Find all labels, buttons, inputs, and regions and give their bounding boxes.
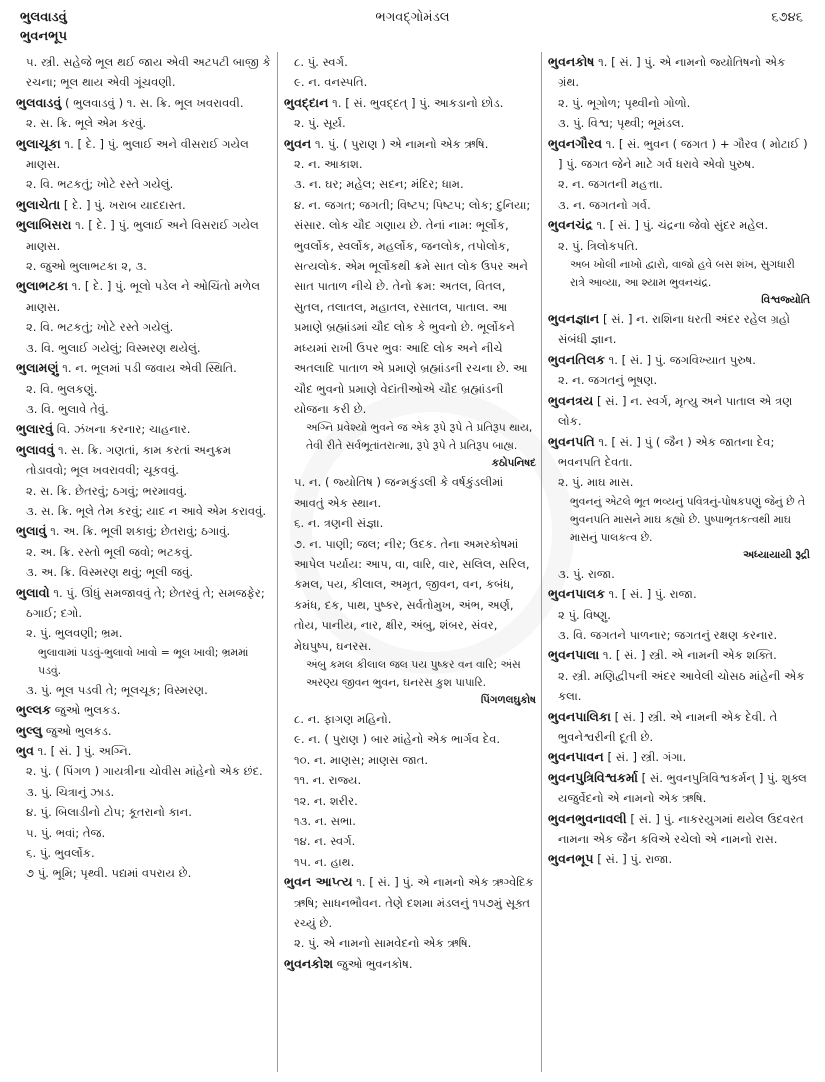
sense-line [16, 680, 272, 700]
sense-line [548, 236, 810, 256]
sense-line [16, 481, 272, 501]
dictionary-entry [548, 849, 810, 869]
definition-text: ૧. [ સં. ] પું. રાજા. [604, 587, 697, 602]
definition-text: ૧. [ સં. ] પું. અગ્નિ. [33, 744, 132, 758]
definition-text: ૧. [ સં. ] પું. જગવિખ્યાત પુરુષ. [604, 352, 756, 367]
sense-line [284, 513, 536, 533]
sense-line [16, 379, 272, 399]
headword: ભુવનકોશ [284, 955, 334, 971]
definition-text: ૧. [ સં. ] પું. એ નામનો જ્યોતિષનો એક ગ્રંથ. [558, 55, 786, 90]
column-divider [277, 52, 278, 1072]
definition-text: વિ. ઝંખના કરનાર; ચાહનાર. [53, 422, 191, 437]
dictionary-entry [548, 645, 810, 665]
headword: ભુલાબિસરા [16, 217, 72, 233]
definition-text: ભુલાવામાં પડવું-ભુલાવો ખાવો = ભૂલ ખાવી; ભ્રમમાં પડવું. [38, 645, 249, 677]
dictionary-entry [16, 583, 272, 624]
dictionary-entry [548, 52, 810, 93]
sense-line [16, 52, 272, 93]
citation-source [284, 692, 536, 709]
sense-line [16, 761, 272, 781]
sense-line [284, 791, 536, 811]
definition-text: ૧. [ સં. ભુવદ્દત્ ] પું. આકડાનો છોડ. [328, 95, 504, 110]
definition-text: [ સં. ] ન. રાશિના ધરતી અંદર રહેલ ગ્રહો સંબંધી જ્ઞાન. [558, 312, 791, 347]
sense-line [284, 52, 536, 72]
definition-text: ૧. [ સં. ] સ્ત્રી. એ નામની એક શક્તિ. [599, 648, 777, 663]
definition-text: ૨. સ્ત્રી. મણિદ્વીપની અંદર આવેલી ચોસઠ માંહેની એક કલા. [558, 668, 805, 704]
definition-text: ૩. પું. ચિત્રાનું ઝાડ. [26, 784, 115, 799]
definition-text: ૨. ન. આકાશ. [294, 157, 363, 172]
definition-text: ૫. પું. ભવાં; તેજ. [26, 825, 106, 840]
dictionary-entry [548, 707, 810, 748]
citation-source [548, 547, 810, 564]
citation-source [284, 455, 536, 472]
definition-text: ૩. વિ. ભુલાવે તેવું. [26, 401, 109, 416]
dictionary-entry [548, 309, 810, 350]
dictionary-entry [16, 741, 272, 761]
definition-text: કઠોપનિષદ [491, 457, 536, 470]
sense-line [284, 729, 536, 749]
sense-line [284, 72, 536, 92]
definition-text: ૩. અ. ક્રિ. વિસ્મરણ થવું; ભૂલી જવું. [26, 565, 194, 580]
headword: ભુવનપાલા [548, 647, 600, 663]
dictionary-entry [548, 215, 810, 235]
sense-line [548, 605, 810, 625]
sense-line [284, 709, 536, 729]
sense-line [284, 770, 536, 790]
dictionary-entry [548, 768, 810, 809]
dictionary-entry [16, 419, 272, 439]
sense-line [284, 750, 536, 770]
definition-text: ૧. [ સં. ] પું. ચંદ્રના જેવો સુંદર મહેલ. [592, 218, 769, 233]
sense-line [548, 195, 810, 215]
definition-text: ૧. પું. ( પુરાણ ) એ નામનો એક ઋષિ. [311, 136, 489, 151]
definition-text: ૯. ન. ( પુરાણ ) બાર માંહેનો એક ભાર્ગવ દેવ. [294, 732, 501, 747]
definition-text: ૩. વિ. જગતને પાળનાર; જગતનું રક્ષણ કરનાર. [558, 627, 778, 642]
citation-quote [284, 656, 536, 692]
definition-text: અબ ખોલી નાખો દ્વારો, વાજો હવે બસ શંખ, સુગધારી રાત્રે આવ્યા, આ શ્યામ ભુવનચંદ્ર. [570, 258, 795, 290]
definition-text: ૧. [ દે. ] પું. ભૂલો પડેલ ને ઓચિંતો મળેલ માણસ. [26, 279, 261, 314]
sense-line [284, 534, 536, 656]
sense-line [16, 562, 272, 582]
definition-text: જુઓ ભુલકડ. [51, 703, 121, 718]
sense-line [16, 174, 272, 194]
dictionary-entry [284, 954, 536, 974]
headword: ભુલારવું [16, 421, 54, 437]
citation-quote [548, 256, 810, 292]
definition-text: [ સં. ] ન. સ્વર્ગ, મૃત્યુ અને પાતાલ એ ત્રણ લોક. [558, 393, 793, 429]
definition-text: ૨. ન. જગતનું ભૂષણ. [558, 373, 658, 388]
headword: ભુવદ્દાન [284, 94, 329, 110]
dictionary-entry [16, 215, 272, 256]
column-2 [284, 52, 536, 974]
headword: ભુવન આપ્ત્ય [284, 874, 353, 890]
sense-line [16, 501, 272, 521]
definition-text: [ સં. ભુવનપુત્રિવિશ્વકર્મન્ ] પું. શુક્લ યજુર્વેદનો એ નામનો એક ઋષિ. [558, 770, 807, 806]
dictionary-entry [284, 93, 536, 113]
dictionary-entry [16, 358, 272, 378]
headword: ભુવનતિલક [548, 351, 605, 367]
headword: ભુલાચૂકા [16, 135, 61, 151]
book-title: ભગવદ્ગોમંડલ [375, 10, 450, 25]
definition-text: ૩. પું. વિશ્વ; પૃથ્વી; ભૂમંડલ. [558, 116, 685, 131]
dictionary-entry [548, 747, 810, 767]
definition-text: ૩. પું. ભૂલ પડવી તે; ભૂલચૂક; વિસ્મરણ. [26, 682, 208, 697]
definition-text: ૧૪. ન. સ્વર્ગ. [294, 834, 356, 849]
headword: ભુલ્લુ [16, 722, 43, 738]
dictionary-entry [16, 440, 272, 481]
definition-text: ૯. ન. વનસ્પતિ. [294, 75, 368, 90]
definition-text: ૧. [ દે. ] પું. ભુલાઈ અને વીસરાઈ ગયેલ માણસ. [26, 136, 249, 172]
definition-text: ૨. ન. જગતની મહત્તા. [558, 177, 663, 192]
sense-line [16, 542, 272, 562]
definition-text: જુઓ ભુવનકોષ. [333, 956, 413, 971]
dictionary-entry [16, 134, 272, 175]
dictionary-entry [16, 700, 272, 720]
sense-line [284, 831, 536, 851]
sense-line [16, 843, 272, 863]
definition-text: ૧. સ. ક્રિ. ગણતાં, કામ કરતાં અનુક્રમ તોડાવવો; ભૂલ ખવરાવવી; ચૂકવવું. [26, 442, 232, 478]
definition-text: ૧. અ. ક્રિ. ભૂલી શકાવું; છેતરાવું; ઠગાવું. [46, 524, 231, 539]
sense-line [284, 852, 536, 872]
sense-line [284, 195, 536, 419]
definition-text: ૬. પું. ભુવર્લોક. [26, 846, 95, 861]
sense-line [16, 863, 272, 883]
column-divider [541, 52, 542, 1072]
definition-text: ૨. પું. એ નામનો સામવેદનો એક ઋષિ. [294, 936, 472, 951]
dictionary-entry [548, 432, 810, 473]
definition-text: અગ્નિ પ્રવેશ્યો ભુવને જ એક રૂપે રૂપે તે પ્રતિરૂપ થાય, તેવી રીતે સર્વભૂતાંતરાત્મા, રૂપે રૂપે તે પ્રતિરૂપ બાહ્ય. [306, 421, 533, 453]
guide-word-first: ભુલવાડવું [20, 10, 67, 25]
sense-line [548, 564, 810, 584]
definition-text: ૨. વિ. ભુલકણું. [26, 381, 98, 396]
definition-text: ૩. પું. રાજા. [558, 566, 615, 581]
sense-line [284, 113, 536, 133]
sense-line [16, 113, 272, 133]
sense-line [16, 802, 272, 822]
sense-line [284, 174, 536, 194]
dictionary-entry [284, 872, 536, 933]
headword: ભુવનકોષ [548, 54, 595, 69]
definition-text: પિંગળલઘુકોષ [480, 693, 536, 706]
citation-quote [548, 493, 810, 547]
headword: ભુવન [284, 135, 312, 151]
definition-text: [ સં. ] પું. નાકરયુગમાં થયેલ ઉદવરત નામના એક જૈન કવિએ રચેલો એ નામનો રાસ. [558, 811, 804, 846]
headword: ભુવ [16, 743, 34, 758]
dictionary-entry [548, 809, 810, 850]
definition-text: ૫. સ્ત્રી. સહેજે ભૂલ થઈ જાય એવી અટપટી બાજી કે રચના; ભૂલ થાય એવી ગૂંચવણી. [26, 55, 271, 90]
headword: ભુલામણું [16, 360, 59, 376]
dictionary-entry [548, 134, 810, 175]
headword: ભુવનપુત્રિવિશ્વકર્મા [548, 769, 638, 785]
definition-text: ૬. ન. ત્રણની સંજ્ઞા. [294, 516, 384, 531]
sense-line [16, 623, 272, 643]
definition-text: ૮. પું. સ્વર્ગ. [294, 55, 348, 69]
headword: ભુલાચેતા [16, 196, 61, 212]
definition-text: ૧. [ સં. ] પું ( જૈન ) એક જાતના દેવ; ભવનપતિ દેવતા. [558, 434, 775, 469]
dictionary-entry [548, 350, 810, 370]
headword: ભુવનપતિ [548, 433, 595, 449]
definition-text: ૭ પું. ભૂમિ; પૃથ્વી. પદ્યમાં વપરાય છે. [26, 866, 192, 881]
definition-text: ૩. સ. ક્રિ. ભૂલે તેમ કરવું; યાદ ન આવે એમ કરાવવું. [26, 503, 267, 518]
definition-text: ૪. પું. બિલાડીનો ટોપ; કૂતરાનો કાન. [26, 805, 192, 820]
headword: ભુલાવો [16, 584, 50, 600]
sense-line [16, 823, 272, 843]
definition-text: [ સં. ] સ્ત્રી. ગંગા. [603, 750, 687, 765]
definition-text: ૩. વિ. ભુલાઈ ગયેલું; વિસ્મરણ થયેલું. [26, 340, 201, 355]
dictionary-entry [16, 721, 272, 741]
dictionary-entry [16, 521, 272, 541]
definition-text: ૧. [ સં. ] પું. એ નામનો એક ઋગ્વેદિક ઋષિ; સાધનભૌવન. તેણે દશમા મંડલનું ૧૫૭મું સૂક્ત રચ્યું છે. [294, 875, 534, 931]
headword: ભુવનજ્ઞાન [548, 311, 600, 327]
dictionary-entry [16, 276, 272, 317]
headword: ભુલવાડવું [16, 94, 62, 110]
headword: ભુવનભૂપ [548, 851, 594, 867]
definition-text: ૩. ન. ઘર; મહેલ; સદન; મંદિર; ધામ. [294, 177, 464, 192]
dictionary-entry [548, 584, 810, 604]
headword: ભુવનભુવનાવલી [548, 810, 627, 826]
page-number: ૬૭૪૬ [771, 10, 803, 25]
definition-text: ૭. ન. પાણી; જલ; નીર; ઉદક. તેના અમરકોષમાં આપેલ પર્યાય: આપ, વા, વારિ, વાર, સલિલ, સરિલ, કમલ, પય, કીલાલ, અમૃત, જીવન, વન, કબંધ, કમંધ, દક, પાથ, પુષ્કર, સર્વતોમુખ, અંભ, અર્ણ, તોય, પાનીય, નાર, ક્ષીર, અંબુ, શંબર, સંવર, મેઘપુષ્પ, ઘનરસ. [294, 536, 530, 653]
sense-line [548, 666, 810, 707]
definition-text: ૨. પું. ભુલવણી; ભ્રમ. [26, 626, 123, 641]
headword: ભુવનચંદ્ર [548, 217, 593, 233]
sense-line [16, 399, 272, 419]
sense-line [284, 811, 536, 831]
definition-text: વિશ્વજ્યોતિ [761, 294, 810, 307]
dictionary-entry [16, 93, 272, 113]
headword: ભુલ્લક [16, 702, 52, 718]
dictionary-entry [284, 134, 536, 154]
guide-word-last: ભુવનભૂપ [20, 29, 68, 44]
definition-text: [ સં. ] પું. રાજા. [593, 852, 673, 867]
definition-text: ૨. જુઓ ભુલાભટકા ૨, ૩. [26, 259, 147, 274]
definition-text: ૨. સ. ક્રિ. છેતરવું; ઠગવું; ભરમાવવું. [26, 483, 188, 498]
dictionary-entry [16, 195, 272, 215]
dictionary-entry [548, 391, 810, 432]
sense-line [548, 625, 810, 645]
sense-line [284, 472, 536, 513]
definition-text: ૧૫. ન. હાથ. [294, 854, 355, 869]
definition-text: ૧૧. ન. રાજ્ય. [294, 773, 362, 788]
definition-text: ૧૩. ન. સભા. [294, 814, 356, 828]
definition-text: ૫. ન. ( જ્યોતિષ ) જન્મકુંડલી કે વર્ષકુંડલીમાં આવતું એક સ્થાન. [294, 475, 504, 510]
sense-line [284, 933, 536, 953]
headword: ભુવનપાલક [548, 586, 605, 602]
sense-line [16, 782, 272, 802]
definition-text: ( ભુલવાડવું ) ૧. સ. ક્રિ. ભૂલ ખવરાવવી. [61, 95, 244, 110]
citation-source [548, 292, 810, 309]
definition-text: [ સં. ] સ્ત્રી. એ નામની એક દેવી. તે ભુવનેશ્વરીની દૂતી છે. [558, 709, 778, 744]
definition-text: ૩. ન. જગતનો ગર્વ. [558, 197, 651, 212]
sense-line [548, 174, 810, 194]
sense-line [16, 338, 272, 358]
citation-quote [284, 419, 536, 455]
definition-text: ૨. સ. ક્રિ. ભૂલે એમ કરવું. [26, 116, 147, 131]
headword: ભુવનત્રય [548, 392, 594, 408]
definition-text: ૧. ન. ભૂલમાં પડી જવાય એવી સ્થિતિ. [58, 361, 237, 376]
definition-text: ૪. ન. જગત; જગતી; વિષ્ટપ; પિષ્ટપ; લોક; દુનિયા; સંસાર. લોક ચૌદ ગણાય છે. તેનાં નામ: ભૂર્લોક, ભુવર્લોક, સ્વર્લોક, મહર્લોક, જનલોક, તપોલોક, સત્યલોક. એમ ભૂર્લોકથી ક્રમે સાત લોક ઉપર અને સાત પાતાળ નીચે છે. તેનો ક્રમ: અતલ, વિતલ, સુતલ, તલાતલ, મહાતલ, રસાતલ, પાતાલ. આ પ્રમાણે બ્રહ્માંડમાં ચૌદ લોક કે ભુવનો છે. ભૂર્લોકને મધ્યમાં રાખી ઉપર ભુવઃ આદિ લોક અને નીચે અતલાદિ પાતાળ એ પ્રમાણે બ્રહ્માંડની રચના છે. આ ચૌદ ભુવનો પ્રમાણે વેદાંતીઓએ ચૌદ બ્રહ્માંડની યોજના કરી છે. [294, 197, 531, 416]
sense-line [284, 154, 536, 174]
sense-line [548, 370, 810, 390]
definition-text: ૨. વિ. ભટકતું; ખોટે રસ્તે ગયેલું. [26, 177, 174, 192]
sense-line [548, 472, 810, 492]
definition-text: ૧. [ સં. ભુવન ( જગત ) + ગૌરવ ( મોટાઈ ) ] પું. જગત જેને માટે ગર્વ ધરાવે એવો પુરુષ. [558, 136, 808, 172]
definition-text: [ દે. ] પું. ખરાબ યાદદાસ્ત. [60, 197, 186, 212]
definition-text: ૧૨. ન. શરીર. [294, 793, 358, 808]
column-3 [548, 52, 810, 870]
definition-text: ૨. પું. ( પિંગળ ) ગાયત્રીના ચોવીસ માંહેનો એક છંદ. [26, 764, 263, 779]
definition-text: ૨ પું. વિષ્ણુ. [558, 607, 611, 622]
definition-text: ૧. [ દે. ] પું. ભુલાઈ અને વિસરાઈ ગયેલ માણસ. [26, 218, 259, 253]
sense-line [16, 256, 272, 276]
definition-text: ૨. અ. ક્રિ. રસ્તો ભૂલી જવો; ભટકવું. [26, 544, 193, 559]
column-1 [16, 52, 272, 884]
definition-text: ૨. પું. ત્રિલોકપતિ. [558, 238, 639, 253]
definition-text: અંબુ કમલ કીલાલ જલ પય પુષ્કર વન વારિ; અંસ અરણ્ય જીવન ભુવન, ઘનરસ કુશ પાપારિ. [306, 657, 521, 689]
definition-text: ૨. પું. ભૂગોળ; પૃથ્વીનો ગોળો. [558, 95, 691, 110]
definition-text: ૨. વિ. ભટકતું; ખોટે રસ્તે ગયેલું. [26, 320, 174, 335]
headword: ભુલાવવું [16, 441, 55, 457]
page-header [0, 10, 825, 50]
definition-text: ૨. પું. સૂર્ય. [294, 116, 346, 131]
citation-quote [16, 644, 272, 680]
sense-line [16, 317, 272, 337]
definition-text: ભુવનનું એટલે ભૂત ભવ્યનું પવિત્રનું-પોષકપણું જેનું છે તે ભુવનપતિ માસને માઘ કહ્યો છે. પુષ્પાભૃતકત્વથી માઘ માસનું પાલકત્વ છે. [570, 494, 806, 544]
definition-text: અધ્યાયાયી રૂદ્રી [743, 548, 810, 561]
definition-text: ૧. પું. ઊંધું સમજાવવું તે; છેતરવું તે; સમજફેર; ઠગાઈ; દગો. [26, 585, 265, 620]
headword: ભુલાવું [16, 523, 47, 539]
headword: ભુલાભટકા [16, 278, 69, 294]
definition-text: ૨. પું. માઘ માસ. [558, 475, 634, 490]
definition-text: જુઓ ભુલકડ. [42, 723, 112, 738]
headword: ભુવનપાલિકા [548, 708, 611, 724]
definition-text: ૧૦. ન. માણસ; માણસ જાત. [294, 752, 429, 767]
headword: ભુવનગૌરવ [548, 135, 603, 151]
sense-line [548, 93, 810, 113]
definition-text: ૮. ન. ફાગણ મહિનો. [294, 711, 392, 726]
sense-line [548, 113, 810, 133]
headword: ભુવનપાવન [548, 749, 604, 765]
